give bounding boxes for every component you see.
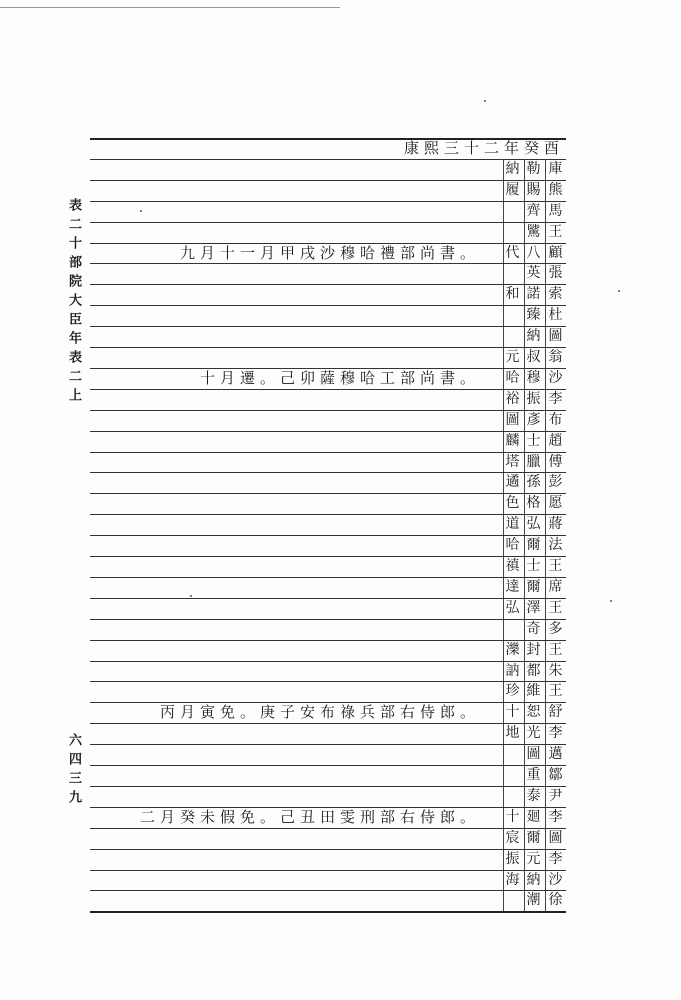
name-cell: 廻 xyxy=(526,808,541,825)
name-cell: 多 xyxy=(548,620,563,637)
name-cell: 李 xyxy=(548,808,563,825)
name-cell: 張 xyxy=(548,265,563,282)
row-rule xyxy=(90,263,566,264)
row-annotation: 十月遷。己卯薩穆哈工部尚書。 xyxy=(199,368,480,387)
speck xyxy=(190,595,192,597)
name-cell: 士 xyxy=(526,432,541,449)
row-rule xyxy=(90,514,566,515)
row-rule xyxy=(90,472,566,473)
name-cell: 王 xyxy=(548,223,563,240)
name-cell: 騭 xyxy=(526,223,541,240)
row-rule xyxy=(90,598,566,599)
name-cell: 彥 xyxy=(526,411,541,428)
row-rule xyxy=(90,326,566,327)
name-cell: 色 xyxy=(505,495,520,512)
name-cell: 鄒 xyxy=(548,767,563,783)
row-rule xyxy=(90,786,566,787)
row-rule xyxy=(90,201,566,202)
name-cell: 臻 xyxy=(526,307,541,324)
name-cell: 格 xyxy=(526,495,541,512)
name-cell: 振 xyxy=(505,850,520,867)
name-cell: 奇 xyxy=(526,620,541,637)
row-annotation: 九月十一月甲戌沙穆哈禮部尚書。 xyxy=(179,243,480,262)
speck xyxy=(140,210,142,212)
row-rule xyxy=(90,828,566,829)
row-rule xyxy=(90,619,566,620)
row-annotation: 二月癸未假免。己丑田雯刑部右侍郎。 xyxy=(139,807,480,826)
name-cell: 蔣 xyxy=(548,516,563,533)
name-cell: 履 xyxy=(505,181,520,198)
name-cell: 王 xyxy=(548,599,563,616)
name-cell: 納 xyxy=(526,328,541,345)
row-rule xyxy=(90,577,566,578)
name-cell: 沙 xyxy=(548,871,563,888)
name-cell: 顧 xyxy=(548,244,563,261)
name-cell: 振 xyxy=(526,390,541,407)
name-cell: 達 xyxy=(505,578,520,595)
name-cell: 李 xyxy=(548,390,563,407)
name-cell: 庫 xyxy=(548,160,563,177)
name-cell: 圖 xyxy=(526,746,541,763)
row-rule xyxy=(90,493,566,494)
row-rule xyxy=(90,535,566,536)
name-cell: 李 xyxy=(548,725,563,742)
name-cell: 維 xyxy=(526,683,541,700)
header-row-text: 康熙三十二年癸酉 xyxy=(403,139,564,157)
name-cell: 爾 xyxy=(526,578,541,595)
name-cell: 地 xyxy=(505,725,520,742)
name-cell: 傅 xyxy=(548,453,563,470)
name-cell: 重 xyxy=(526,767,541,783)
name-cell: 裕 xyxy=(505,390,520,407)
name-cell: 十 xyxy=(505,704,520,721)
name-cell: 諾 xyxy=(526,286,541,303)
row-rule xyxy=(90,347,566,348)
name-cell: 勒 xyxy=(526,160,541,177)
name-cell: 朱 xyxy=(548,662,563,679)
name-cell: 馬 xyxy=(548,202,563,219)
name-cell: 潮 xyxy=(526,892,541,909)
name-cell: 爾 xyxy=(526,537,541,554)
speck xyxy=(610,600,612,602)
name-cell: 弘 xyxy=(505,599,520,616)
name-cell: 代 xyxy=(505,244,520,261)
top-rule xyxy=(0,7,340,8)
name-cell: 澤 xyxy=(526,599,541,616)
name-cell: 弘 xyxy=(526,516,541,533)
row-rule xyxy=(90,305,566,306)
name-cell: 元 xyxy=(505,349,520,365)
row-rule xyxy=(90,661,566,662)
name-cell: 封 xyxy=(526,641,541,658)
row-rule xyxy=(90,222,566,223)
name-cell: 麟 xyxy=(505,432,520,449)
name-cell: 王 xyxy=(548,641,563,658)
speck xyxy=(484,100,486,102)
name-cell: 賜 xyxy=(526,181,541,198)
name-cell: 珍 xyxy=(505,683,520,700)
row-rule xyxy=(90,389,566,390)
name-cell: 趙 xyxy=(548,432,563,449)
row-rule xyxy=(90,159,566,160)
name-cell: 王 xyxy=(548,683,563,700)
name-cell: 尹 xyxy=(548,787,563,804)
name-cell: 十 xyxy=(505,808,520,825)
name-cell: 叔 xyxy=(526,349,541,365)
row-rule xyxy=(90,431,566,432)
row-rule xyxy=(90,640,566,641)
row-rule xyxy=(90,723,566,724)
row-rule xyxy=(90,890,566,891)
name-cell: 遹 xyxy=(505,474,520,491)
row-rule xyxy=(90,284,566,285)
name-cell: 臘 xyxy=(526,453,541,470)
page-number: 六四三九 xyxy=(66,733,81,809)
name-cell: 納 xyxy=(526,871,541,888)
name-cell: 邁 xyxy=(548,746,563,763)
name-cell: 王 xyxy=(548,558,563,574)
speck xyxy=(618,290,620,292)
row-rule xyxy=(90,410,566,411)
row-rule xyxy=(90,870,566,871)
name-cell: 圖 xyxy=(505,411,520,428)
row-rule xyxy=(90,744,566,745)
margin-title: 表二十部院大臣年表二上 xyxy=(66,198,81,407)
name-cell: 孫 xyxy=(526,474,541,491)
row-rule xyxy=(90,765,566,766)
name-cell: 道 xyxy=(505,516,520,533)
name-cell: 李 xyxy=(548,850,563,867)
name-cell: 塔 xyxy=(505,453,520,470)
name-cell: 席 xyxy=(548,578,563,595)
name-cell: 納 xyxy=(505,160,520,177)
name-cell: 士 xyxy=(526,558,541,574)
name-cell: 索 xyxy=(548,286,563,303)
name-cell: 哈 xyxy=(505,537,520,554)
row-rule xyxy=(90,911,566,913)
name-cell: 舒 xyxy=(548,704,563,721)
name-cell: 彭 xyxy=(548,474,563,491)
name-cell: 都 xyxy=(526,662,541,679)
name-cell: 徐 xyxy=(548,892,563,909)
name-cell: 圖 xyxy=(548,829,563,846)
row-rule xyxy=(90,556,566,557)
name-cell: 英 xyxy=(526,265,541,282)
name-cell: 海 xyxy=(505,871,520,888)
name-cell: 元 xyxy=(526,850,541,867)
name-cell: 沙 xyxy=(548,369,563,386)
name-cell: 齊 xyxy=(526,202,541,219)
name-cell: 圖 xyxy=(548,328,563,345)
name-cell: 濼 xyxy=(505,641,520,658)
name-cell: 哈 xyxy=(505,369,520,386)
name-cell: 爾 xyxy=(526,829,541,846)
row-rule xyxy=(90,681,566,682)
name-cell: 穆 xyxy=(526,369,541,386)
name-cell: 和 xyxy=(505,286,520,303)
row-rule xyxy=(90,180,566,181)
name-cell: 熊 xyxy=(548,181,563,198)
name-cell: 恕 xyxy=(526,704,541,721)
row-annotation: 丙月寅免。庚子安布祿兵部右侍郎。 xyxy=(159,703,480,722)
name-cell: 宸 xyxy=(505,829,520,846)
name-cell: 法 xyxy=(548,537,563,554)
name-cell: 泰 xyxy=(526,787,541,804)
name-cell: 八 xyxy=(526,244,541,261)
row-rule xyxy=(90,452,566,453)
name-cell: 杜 xyxy=(548,307,563,324)
official-table xyxy=(90,138,566,912)
name-cell: 光 xyxy=(526,725,541,742)
row-rule xyxy=(90,849,566,850)
name-cell: 訥 xyxy=(505,662,520,679)
name-cell: 禛 xyxy=(505,558,520,574)
name-cell: 布 xyxy=(548,411,563,428)
name-cell: 翁 xyxy=(548,349,563,365)
name-cell: 愿 xyxy=(548,495,563,512)
